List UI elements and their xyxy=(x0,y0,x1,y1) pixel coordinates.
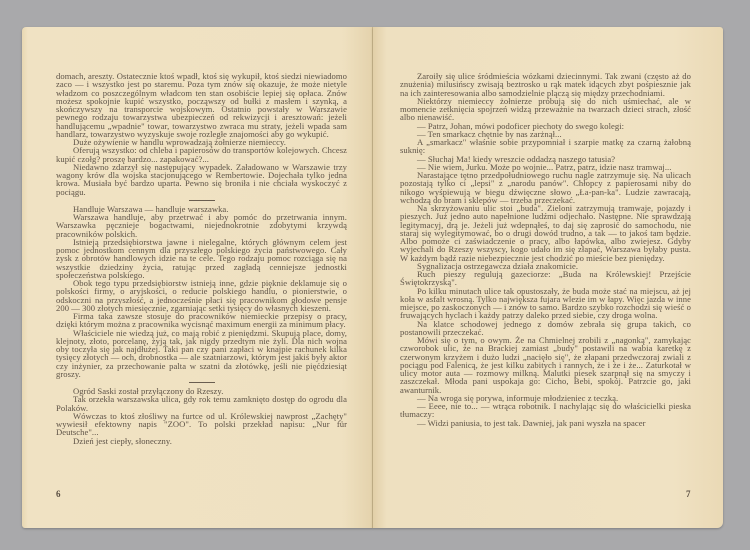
paragraph: Istnieją przedsiębiorstwa jawne i nielegalne, których głównym celem jest pomoc jednostkom cennym dla przyszłego polskiego życia państwowego. Cały zysk z obrotów handlowych idzie na te cele. Tego rodzaju pomoc rozciąga się na wszystkie dziedziny życia, ratując przed zagładą cenniejsze jednostki społeczeństwa polskiego. xyxy=(56,236,347,280)
paragraph: Sygnalizacja ostrzegawcza działa znakomicie. xyxy=(417,260,579,271)
paragraph: Na skrzyżowaniu ulic stoi „buda". Zieloni zatrzymują tramwaje, pojazdy i pieszych. Już jedno auto napełnione ludźmi odjechało. Następne. Nie sprawdzają legitymacyj, drą je. Jeżeli już wdepnąłeś, to daj się zaprosić do samochodu, nie staraj się wylegitymować, bo o drugi dowód trudno, a tak — to jakoś tam będzie. Albo pomoże ci zaświadczenie o pracy, albo łapówka, albo zwiejesz. Gdyby wyjechali do Rzeszy wszyscy, kogo udało im się złapać, Warszawa byłaby pusta. W każdym bądź razie niebezpiecznie jest chodzić po mieście bez pieniędzy. xyxy=(400,203,691,263)
dialogue-line: — Ten smarkacz chętnie by nas zarżnął... xyxy=(417,128,562,139)
right-page-text xyxy=(400,72,691,427)
dialogue-line: — Patrz, Johan, mówi podoficer piechoty do swego kolegi: xyxy=(417,120,625,131)
paragraph: Ruch pieszy regulują gazeciorze: „Buda na Królewskiej! Przejście Świętokrzyską". xyxy=(400,269,691,288)
page-number: 6 xyxy=(56,489,61,499)
paragraph: A „smarkacz" właśnie sobie przypomniał i szarpie matkę za czarną żałobną suknię: xyxy=(400,137,691,156)
paragraph: Narastające tętno przedpołudniowego ruchu nagle zatrzymuje się. Na ulicach pozostają tylko ci „lepsi" z „narodu panów". Chłopcy z papierosami niby do nikogo wyśpiewują w biegu dźwięczne słowo „Ła-pan-ka". Ludzie zawracają, wchodzą do bram i sklepów — trzeba przeczekać. xyxy=(400,170,691,205)
section-divider xyxy=(189,382,215,383)
left-page-text xyxy=(56,72,347,445)
paragraph: Po kilku minutach ulice tak opustoszały, że buda może stać na miejscu, aż jej koła w asfalt wrosną. Tylko największa fujara wlezie im w łapy. Więc jazda w inne miejsce, po zaskoczonych — i znów to samo. Bardzo szybko rozchodzi się wieść o fruwających hyclach i każdy patrzy daleko przed siebie, czy droga wolna. xyxy=(400,285,691,321)
paragraph: Niektórzy niemieccy żołnierze próbują się do nich uśmiechać, ale w momencie zetknięcia spojrzeń widzą przeważnie na twarzach dzieci strach, złość albo nienawiść. xyxy=(400,95,691,123)
paragraph: Oferują wszystko: od chleba i papierosów do transportów kolejowych. Chcesz kupić czołg? proszę bardzo... zapakować?... xyxy=(56,145,347,164)
dialogue-line: — Widzi paniusia, to jest tak. Dawniej, jak pani wyszła na spacer xyxy=(417,417,646,428)
page-number: 7 xyxy=(686,489,691,499)
paragraph: Warszawa handluje, aby przetrwać i aby pomóc do przetrwania innym. Warszawka pęcznieje bogactwami, niejednokrotnie zdobytymi krzywdą pracowników polskich. xyxy=(56,212,347,239)
paragraph: Właściciele nie wiedzą już, co mają robić z pieniędzmi. Skupują place, domy, klejnoty, złoto, porcelanę, żyją tak, jak nigdy przedtym nie żyli. Dla nich wojna oby toczyła się jak najdłużej. Taki pan czy pani zapłaci w knajpie rachunek kilka tysięcy złotych — och, drobnostka — ale szatniarzowi, którym jest jakiś były aktor czy inżynier, za przechowanie palta w szatni da złotówkę, jeśli nie pięćdziesiąt groszy. xyxy=(56,327,347,379)
paragraph: Handluje Warszawa — handluje warszawka. xyxy=(73,203,229,214)
book-spread xyxy=(22,27,723,528)
paragraph: Obok tego typu przedsiębiorstw istnieją inne, gdzie pięknie deklamuje się o polskości firmy, o aryjskości, o reducie polskiego handlu, o pionierstwie, o odskoczni na przyszłość, a jednocześnie płaci się pracownikom głodowe pensje 200 — 300 złotych miesięcznie, zgarniając setki tysięcy do własnych kieszeni. xyxy=(56,278,347,313)
dialogue-line: — Nie wiem, Jurku. Może po wojnie... Patrz, patrz, idzie nasz tramwaj... xyxy=(417,161,672,172)
paragraph: Zaroiły się ulice śródmieścia wózkami dziecinnymi. Tak zwani (często aż do znużenia) milusińscy zwisają beztrosko u rąk matek idących zbyt pośpiesznie jak na ich zainteresowania albo samodzielnie plączą się między przechodniami. xyxy=(400,71,691,98)
paragraph: Niedawno zdarzył się następujący wypadek. Załadowano w Warszawie trzy wagony krów dla wojska stacjonującego w Rembertowie. Dojechała tylko jedna krowa. Musiała być bardzo uparta. Pewno się broniła i nie chciała wyskoczyć z pociągu. xyxy=(56,161,347,197)
paragraph: Duże ożywienie w handlu wprowadzają żołnierze niemieccy. xyxy=(73,137,286,147)
dialogue-line: — Na wroga się porywa, informuje młodzieniec z teczką. xyxy=(417,392,619,403)
dialogue-line: — Słuchaj Ma! kiedy wreszcie oddadzą naszego tatusia? xyxy=(417,153,616,164)
section-divider xyxy=(189,200,215,201)
paragraph: Ogród Saski został przyłączony do Rzeszy. xyxy=(73,386,224,396)
paragraph: Firma taka zawsze stosuje do pracowników niemieckie przepisy o pracy, dzięki którym można z pracownika wycisnąć maximum energii za minimum płacy. xyxy=(56,311,347,330)
paragraph: Mówi się o tym, o owym. Że na Chmielnej zrobili z „nagonką", zamykając czworobok ulic, że na Brackiej zamiast „budy" postawili na wabia karetkę z czerwonym krzyżem i dużo ludzi „nacięło się", że złapani przedwczoraj zwiali z pociągu pod Falenicą, że jest kilku zabitych i rannych, że i że i że... Zaturkotał w ulicy motor auta — rozmowy milkną. Malutki piesek szarpnął się na smyczy i zaszczekał. Młoda pani uspokaja go: Cicho, Bebi, spokój. Patrzcie go, jaki awanturnik. xyxy=(400,335,691,395)
paragraph: Wówczas to ktoś złośliwy na furtce od ul. Królewskiej nawprost „Zachęty" wywiesił efektowny napis "ZOO". To polski przekład napisu: „Nur für Deutsche"... xyxy=(56,410,347,438)
dialogue-line: — Eeee, nie to... — wtrąca robotnik. I nachylając się do właścicielki pieska tłumaczy: xyxy=(400,401,691,420)
left-page xyxy=(22,27,373,528)
paragraph: Dzień jest ciepły, słoneczny. xyxy=(73,435,172,446)
paragraph: Tak orzekła warszawska ulica, gdy rok temu zamknięto dostęp do ogrodu dla Polaków. xyxy=(56,394,347,413)
paragraph: Na klatce schodowej jednego z domów zebrała się grupa takich, co postanowili przeczekać. xyxy=(400,318,691,337)
right-page xyxy=(373,27,723,528)
paragraph: domach, areszty. Ostatecznie ktoś wpadł, ktoś się wykupił, ktoś siedzi niewiadomo zaco — i wszystko jest po staremu. Poza tym znów się okazuje, że może nietyle władzom co poszczególnym władcom ten stan osobiście lepiej się opłaca. Znów możesz spokojnie kupić wszystko, począwszy od bułki z masłem i szynką, a skończywszy na transporcie wojskowym. Ostatnio powstały w Warszawie pewnego rodzaju towarzystwa ubezpieczeń od rekwizycji i aresztowań: jeżeli handlującemu „wpadnie" towar, towarzystwo zwraca mu straty, jeżeli wpada sam handlarz, towarzystwo wyzyskuje swoje rozległe znajomości aby go wykupić. xyxy=(56,71,347,139)
